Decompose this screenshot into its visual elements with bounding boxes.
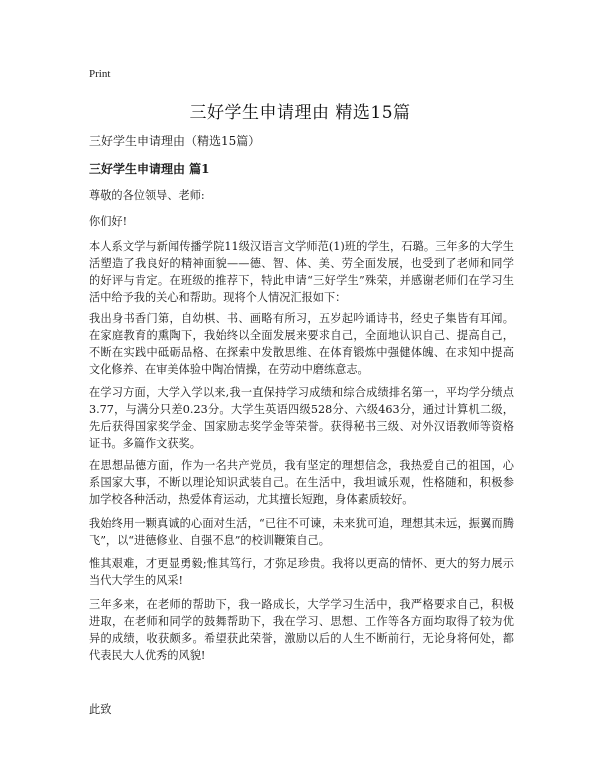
body-paragraph: 在学习方面，大学入学以来,我一直保持学习成绩和综合成绩排名第一，平均学分绩点3.77，与满分只差0.23分。大学生英语四级528分、六级463分，通过计算机二级，先后获得国家奖学金、国家励志奖学金等荣誉。获得秘书三级、对外汉语教师等资格证书。多篇作文获奖。 bbox=[89, 386, 514, 450]
closing-paragraph: 此致 bbox=[89, 703, 112, 716]
greeting-paragraph: 尊敬的各位领导、老师: bbox=[89, 189, 205, 202]
section-heading: 三好学生申请理由 篇1 bbox=[89, 162, 210, 176]
body-paragraph: 我始终用一颗真诚的心面对生活，“已往不可谏，未来犹可追，理想其未远，振翼而腾飞”，以“进德修业、自强不息”的校训鞭策自己。 bbox=[89, 517, 514, 547]
body-paragraph: 惟其艰难，才更显勇毅;惟其笃行，才弥足珍贵。我将以更高的情怀、更大的努力展示当代大学生的风采! bbox=[89, 557, 514, 587]
document-subtitle: 三好学生申请理由（精选15篇） bbox=[89, 134, 261, 148]
body-paragraph: 我出身书香门第，自幼棋、书、画略有所习，五岁起吟诵诗书，经史子集皆有耳闻。在家庭教育的熏陶下，我始终以全面发展来要求自己，全面地认识自己、提高自己，不断在实践中砥砺品格、在探索中发散思维、在体育锻炼中强健体魄、在求知中提高文化修养、在审美体验中陶冶情操，在劳动中磨练意志。 bbox=[89, 312, 514, 376]
print-label: Print bbox=[89, 68, 111, 80]
body-paragraph: 本人系文学与新闻传播学院11级汉语言文学师范(1)班的学生，石璐。三年多的大学生活塑造了我良好的精神面貌——德、智、体、美、劳全面发展，也受到了老师和同学的好评与肯定。在班级的推荐下，特此申请“三好学生”殊荣，并感谢老师们在学习生活中给予我的关心和帮助。现将个人情况汇报如下： bbox=[89, 240, 514, 304]
hello-paragraph: 你们好! bbox=[89, 215, 128, 228]
page-title: 三好学生申请理由 精选15篇 bbox=[189, 103, 411, 123]
body-paragraph: 在思想品德方面，作为一名共产党员，我有坚定的理想信念，我热爱自己的祖国，心系国家大事，不断以理论知识武装自己。在生活中，我坦诚乐观，性格随和，积极参加学校各种活动，热爱体育运动，尤其擅长短跑，身体素质较好。 bbox=[89, 459, 514, 506]
body-paragraph: 三年多来，在老师的帮助下，我一路成长，大学学习生活中，我严格要求自己，积极进取，在老师和同学的鼓舞帮助下，我在学习、思想、工作等各方面均取得了较为优异的成绩，收获颇多。希望获此荣誉，激励以后的人生不断前行，无论身将何处，都代表民大人优秀的风貌! bbox=[89, 598, 514, 662]
